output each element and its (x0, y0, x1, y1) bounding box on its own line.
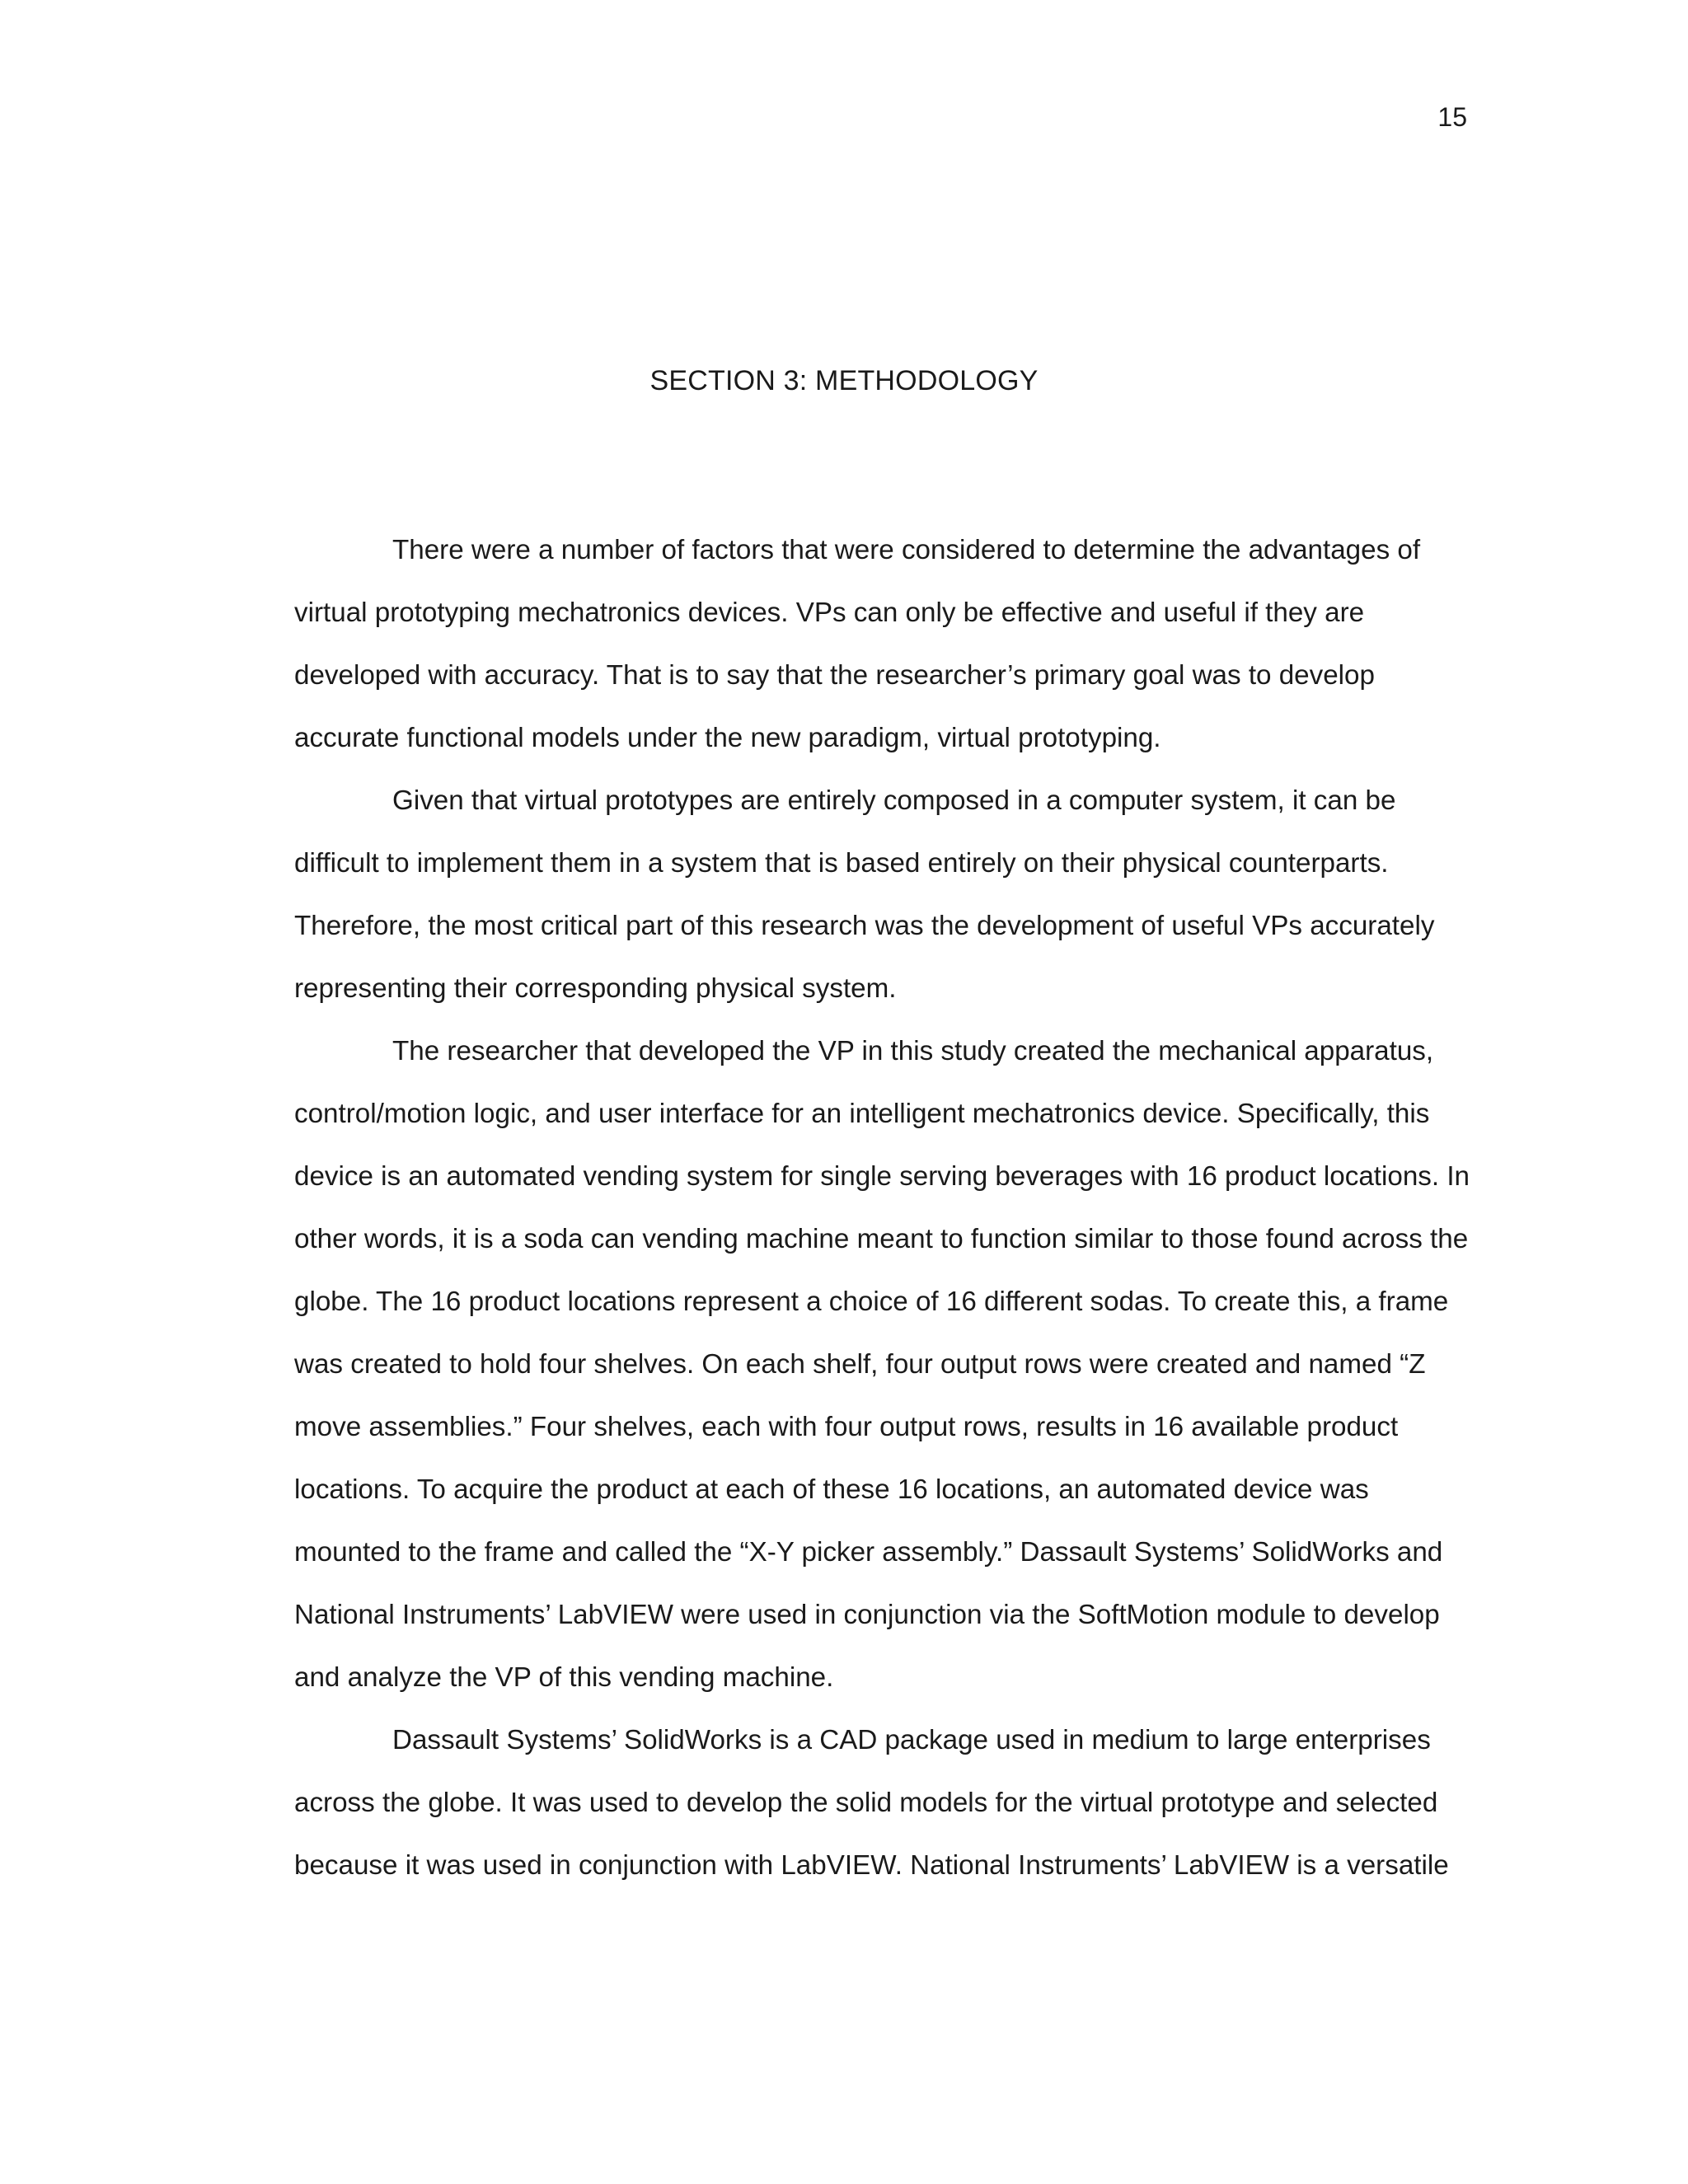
paragraph-1 (294, 519, 1475, 770)
text-line: across the globe. It was used to develop the solid models for the virtual prototype and selected (294, 1788, 1438, 1818)
text-line: because it was used in conjunction with LabVIEW. National Instruments’ LabVIEW is a versatile (294, 1850, 1449, 1881)
text-line: move assemblies.” Four shelves, each with four output rows, results in 16 available product (294, 1412, 1399, 1442)
text-line: difficult to implement them in a system that is based entirely on their physical counterparts. (294, 848, 1389, 879)
text-line: virtual prototyping mechatronics devices. VPs can only be effective and useful if they are (294, 598, 1365, 628)
text-line: other words, it is a soda can vending machine meant to function similar to those found across the (294, 1224, 1469, 1254)
text-line: developed with accuracy. That is to say that the researcher’s primary goal was to develop (294, 660, 1375, 691)
paragraph-4 (294, 1709, 1475, 1897)
text-line: locations. To acquire the product at each of these 16 locations, an automated device was (294, 1474, 1369, 1505)
text-line: control/motion logic, and user interface for an intelligent mechatronics device. Specifically, this (294, 1099, 1430, 1129)
text-line: Given that virtual prototypes are entirely composed in a computer system, it can be (392, 785, 1396, 816)
text-line: Therefore, the most critical part of this research was the development of useful VPs accurately (294, 911, 1435, 941)
text-line: There were a number of factors that were considered to determine the advantages of (392, 535, 1421, 565)
section-title: SECTION 3: METHODOLOGY (649, 365, 1039, 396)
text-line: and analyze the VP of this vending machine. (294, 1662, 834, 1693)
body-text (294, 519, 1475, 1897)
paragraph-2 (294, 770, 1475, 1020)
text-line: device is an automated vending system for single serving beverages with 16 product locations. In (294, 1161, 1470, 1192)
text-line: globe. The 16 product locations represent a choice of 16 different sodas. To create this, a frame (294, 1286, 1449, 1317)
text-line: was created to hold four shelves. On each shelf, four output rows were created and named “Z (294, 1349, 1426, 1380)
text-line: The researcher that developed the VP in this study created the mechanical apparatus, (392, 1036, 1434, 1066)
page-number: 15 (1437, 102, 1467, 132)
text-line: accurate functional models under the new paradigm, virtual prototyping. (294, 723, 1161, 753)
text-line: National Instruments’ LabVIEW were used in conjunction via the SoftMotion module to develop (294, 1600, 1440, 1630)
paragraph-3 (294, 1020, 1475, 1709)
text-line: mounted to the frame and called the “X-Y picker assembly.” Dassault Systems’ SolidWorks and (294, 1537, 1443, 1568)
text-line: representing their corresponding physical system. (294, 973, 897, 1004)
text-line: Dassault Systems’ SolidWorks is a CAD package used in medium to large enterprises (392, 1725, 1431, 1755)
